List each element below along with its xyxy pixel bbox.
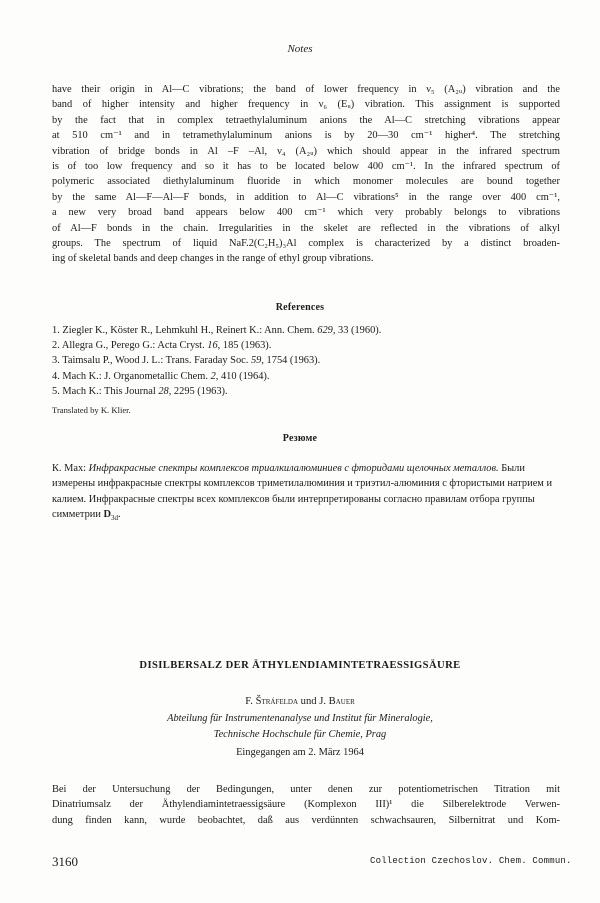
- reference-item: [52, 369, 560, 384]
- journal-name: Collection Czechoslov. Chem. Commun.: [370, 856, 572, 866]
- reference-volume: 629: [317, 325, 333, 336]
- author-2-initial: J.: [319, 696, 326, 707]
- body-line: by the same Al—F—Al—F bonds, in addition to Al—C vibrations⁵ in the range over 400 cm⁻¹,: [52, 191, 560, 203]
- reference-rest: , 410 (1964).: [215, 370, 270, 382]
- body-line: of Al—F bonds in the chain. Irregularities in the skelet are reflected in the vibrations of alkyl: [52, 222, 560, 234]
- translator-credit: Translated by K. Klier.: [52, 405, 131, 415]
- symmetry-group: D: [103, 508, 112, 520]
- reference-rest: , 2295 (1963).: [168, 385, 228, 397]
- article-title: DISILBERSALZ DER ÄTHYLENDIAMINTETRAESSIGSÄURE: [139, 660, 461, 671]
- reference-rest: , 33 (1960).: [332, 325, 382, 336]
- reference-item: [52, 353, 560, 368]
- body-line: a new very broad band appears below 400 cm⁻¹ which very probably belongs to vibrations: [52, 207, 560, 219]
- reference-item: [52, 384, 560, 399]
- reference-authors: Allegra G., Perego G.: Acta Cryst.: [61, 340, 205, 352]
- body-line: band of higher intensity and higher frequency in ν₆ (Eᵤ) vibration. This assignment is supported: [52, 99, 560, 111]
- reference-rest: , 1754 (1963).: [261, 355, 321, 367]
- intro-line: Bei der Untersuchung der Bedingungen, unter denen zur potentiometrischen Titration mit: [52, 784, 560, 795]
- body-line: ing of skeletal bands and deep changes in the range of ethyl group vibrations.: [52, 253, 374, 265]
- reference-rest: , 185 (1963).: [217, 340, 272, 352]
- reference-number: 5.: [52, 385, 60, 397]
- reference-number: 2.: [52, 340, 60, 352]
- body-line: at 510 cm⁻¹ and in tetramethylaluminum anions is by 20—30 cm⁻¹ higher⁴. The stretching: [52, 130, 560, 142]
- reference-volume: 28: [158, 385, 169, 397]
- intro-paragraph: [52, 782, 560, 828]
- reference-authors: Mach K.: This Journal: [62, 385, 156, 397]
- reference-number: 3.: [52, 355, 60, 367]
- body-line: vibration of bridge bonds in Al –F –Al, ν₄ (A₂ᵤ) which should appear in the infrared spectrum: [52, 145, 560, 157]
- author-2-name: Bauer: [328, 696, 355, 707]
- body-line: polymeric associated diethylaluminum fluoride in which monomer molecules are bound together: [52, 176, 560, 188]
- authors-conjunction: und: [300, 696, 317, 707]
- intro-line: dung finden kann, wurde beobachtet, daß aus verdünnten schwachsauren, Silbernitrat und Kom-: [52, 814, 560, 826]
- author-1-initial: F.: [245, 696, 253, 707]
- symmetry-subscript: 3d: [111, 513, 119, 522]
- resume-text: Были измерены инфракрасные спектры комплексов триметилалюминия и триэтил-алюминия с фтористыми натрием и калием. Инфракрасные спектры всех комплексов были интерпретированы согласно правилам отбора группы симметрии: [52, 463, 553, 520]
- reference-authors: Ziegler K., Köster R., Lehmkuhl H., Reinert K.: Ann. Chem.: [62, 325, 315, 336]
- body-line: by the fact that in complex tetraethylaluminum anions the Al—C stretching vibrations appear: [52, 114, 560, 126]
- reference-number: 4.: [52, 370, 60, 382]
- article-authors: [0, 696, 600, 707]
- reference-number: 1.: [52, 325, 60, 336]
- resume-author: К. Мах:: [52, 463, 87, 474]
- received-date: Eingegangen am 2. März 1964: [236, 747, 364, 758]
- resume-heading: Резюме: [282, 433, 318, 444]
- reference-item: [52, 338, 560, 353]
- resume-title: Инфракрасные спектры комплексов триалкилалюминиев с фторидами щелочных металлов.: [88, 463, 499, 474]
- author-1-name: Štráfelda: [255, 696, 299, 707]
- reference-item: [52, 323, 560, 338]
- body-line: groups. The spectrum of liquid NaF.2(C₂H₅)₃Al complex is characterized by a distinct broaden-: [52, 238, 560, 250]
- reference-volume: 2: [210, 370, 216, 382]
- references-heading: References: [275, 302, 325, 313]
- running-head: Notes: [287, 43, 313, 55]
- page-number: 3160: [52, 854, 78, 869]
- resume-end: .: [118, 508, 121, 520]
- reference-list: [52, 323, 560, 399]
- body-line: have their origin in Al—C vibrations; the band of lower frequency in ν₅ (A₂ᵤ) vibration and the: [52, 84, 560, 95]
- reference-volume: 59: [250, 355, 262, 367]
- intro-line: Dinatriumsalz der Äthylendiamintetraessigsäure (Komplexon III)¹ die Silberelektrode Verwen-: [52, 799, 560, 811]
- reference-authors: Mach K.: J. Organometallic Chem.: [62, 370, 208, 382]
- affiliation-line-2: Technische Hochschule für Chemie, Prag: [213, 729, 387, 740]
- affiliation-line-1: Abteilung für Instrumentenanalyse und Institut für Mineralogie,: [167, 713, 433, 724]
- reference-authors: Taimsalu P., Wood J. L.: Trans. Faraday Soc.: [62, 355, 249, 367]
- body-paragraph: [52, 82, 560, 267]
- body-line: is of too low frequency and so it has to be located below 400 cm⁻¹. In the infrared spectrum of: [52, 161, 560, 173]
- resume-paragraph: [52, 461, 560, 522]
- reference-volume: 16: [207, 340, 218, 352]
